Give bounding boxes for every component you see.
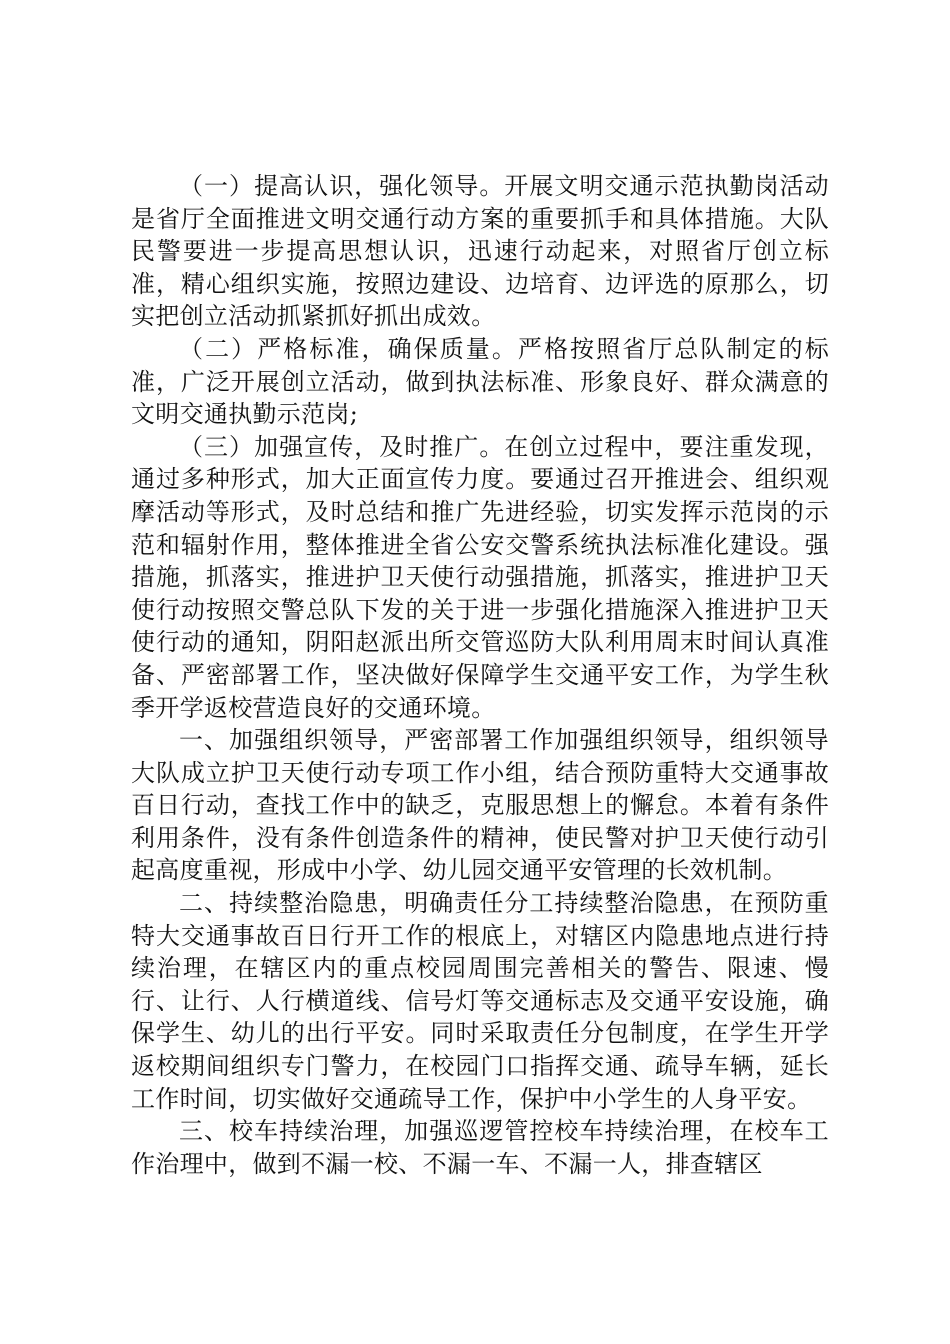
paragraph-school-bus: 三、校车持续治理，加强巡逻管控校车持续治理，在校车工作治理中，做到不漏一校、不漏一车、不漏一人，排查辖区: [131, 1117, 829, 1178]
paragraph-rectify-hazards: 二、持续整治隐患，明确责任分工持续整治隐患，在预防重特大交通事故百日行开工作的根底上，对辖区内隐患地点进行持续治理，在辖区内的重点校园周围完善相关的警告、限速、慢行、让行、人行横道线、信号灯等交通标志及交通平安设施，确保学生、幼儿的出行平安。同时采取责任分包制度，在学生开学返校期间组织专门警力，在校园门口指挥交通、疏导车辆，延长工作时间，切实做好交通疏导工作，保护中小学生的人身平安。: [131, 889, 829, 1113]
paragraph-strengthen-publicity: （三）加强宣传，及时推广。在创立过程中，要注重发现，通过多种形式，加大正面宣传力度。要通过召开推进会、组织观摩活动等形式，及时总结和推广先进经验，切实发挥示范岗的示范和辐射作用，整体推进全省公安交警系统执法标准化建设。强措施，抓落实，推进护卫天使行动强措施，抓落实，推进护卫天使行动按照交警总队下发的关于进一步强化措施深入推进护卫天使行动的通知，阴阳赵派出所交管巡防大队利用周末时间认真准备、严密部署工作，坚决做好保障学生交通平安工作，为学生秋季开学返校营造良好的交通环境。: [131, 432, 829, 722]
paragraph-raise-awareness: （一）提高认识，强化领导。开展文明交通示范执勤岗活动是省厅全面推进文明交通行动方案的重要抓手和具体措施。大队民警要进一步提高思想认识，迅速行动起来，对照省厅创立标准，精心组织实施，按照边建设、边培育、边评选的原那么，切实把创立活动抓紧抓好抓出成效。: [131, 172, 829, 331]
document-body: [131, 170, 829, 1180]
paragraph-organization-leadership: 一、加强组织领导，严密部署工作加强组织领导，组织领导大队成立护卫天使行动专项工作小组，结合预防重特大交通事故百日行动，查找工作中的缺乏，克服思想上的懈怠。本着有条件利用条件，没有条件创造条件的精神，使民警对护卫天使行动引起高度重视，形成中小学、幼儿园交通平安管理的长效机制。: [131, 726, 829, 885]
paragraph-strict-standards: （二）严格标准，确保质量。严格按照省厅总队制定的标准，广泛开展创立活动，做到执法标准、形象良好、群众满意的文明交通执勤示范岗;: [131, 334, 829, 429]
